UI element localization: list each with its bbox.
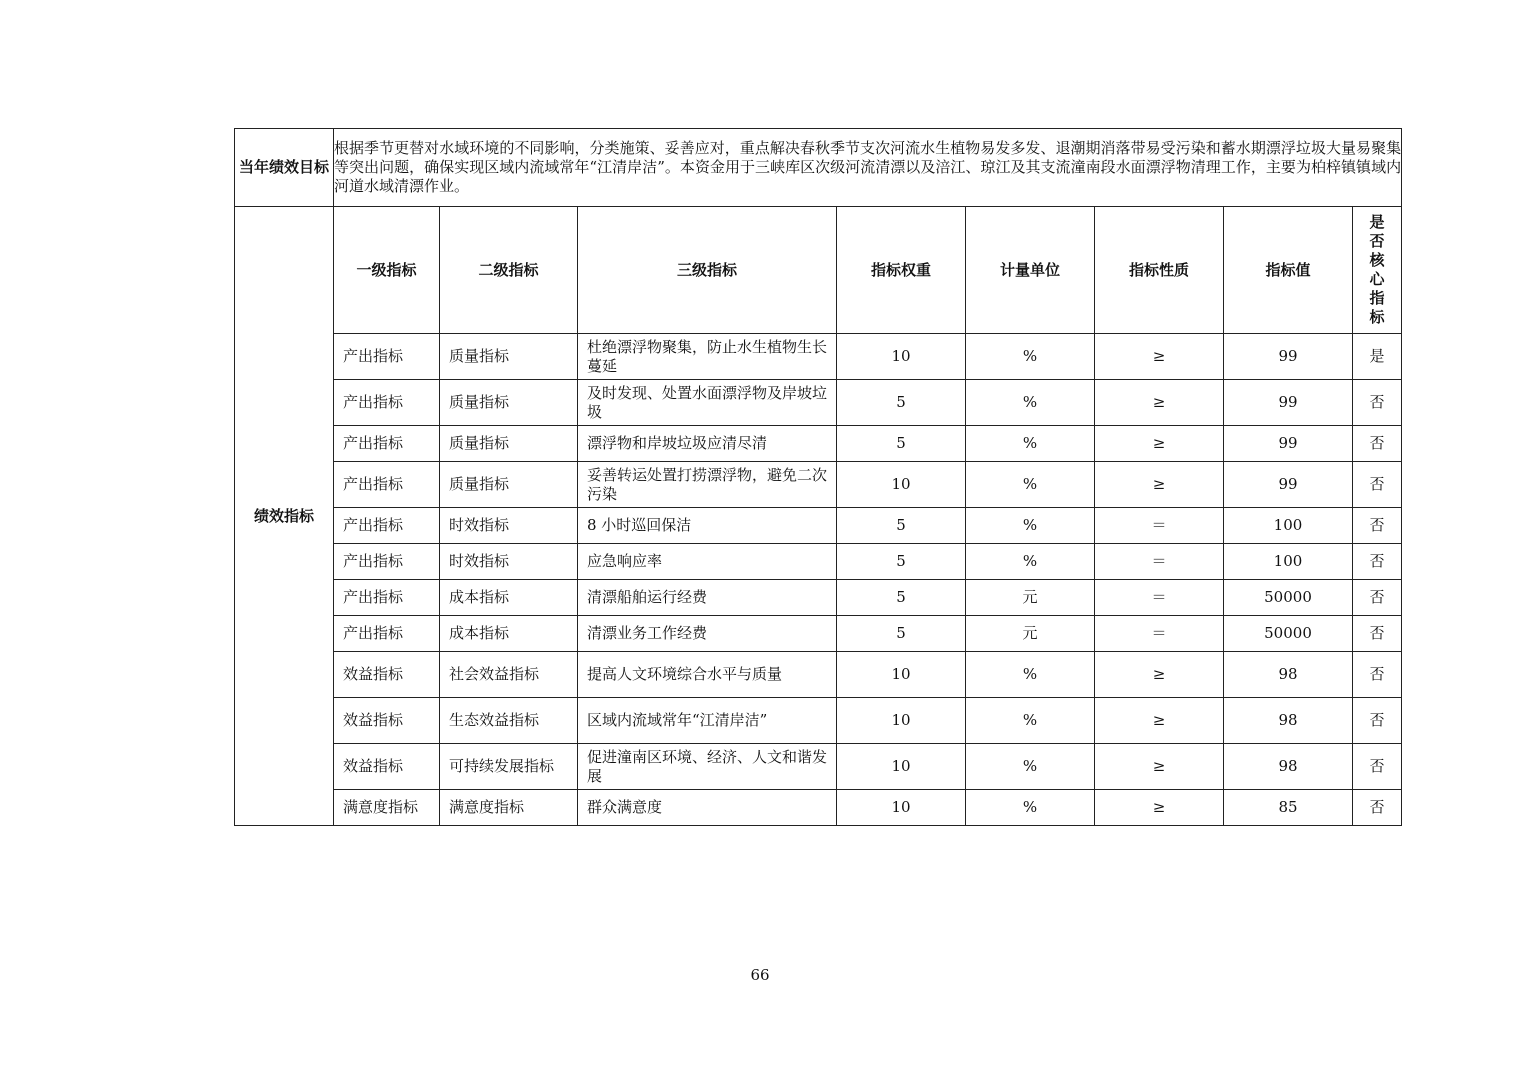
cell-unit: % xyxy=(966,508,1095,544)
header-core-char: 核 xyxy=(1369,251,1385,269)
cell-nature: ≥ xyxy=(1095,744,1224,790)
header-core-char: 指 xyxy=(1369,289,1385,307)
cell-core: 否 xyxy=(1353,462,1402,508)
header-core-char: 否 xyxy=(1369,232,1385,250)
cell-level2: 质量指标 xyxy=(440,334,578,380)
cell-core: 否 xyxy=(1353,580,1402,616)
indicators-label-text: 绩效指标 xyxy=(253,506,314,525)
cell-nature: ≥ xyxy=(1095,380,1224,426)
cell-value: 98 xyxy=(1224,744,1353,790)
header-core-char: 标 xyxy=(1369,308,1385,326)
table-row xyxy=(235,790,1402,826)
cell-level2: 质量指标 xyxy=(440,462,578,508)
cell-unit: % xyxy=(966,380,1095,426)
header-core xyxy=(1353,207,1402,334)
cell-unit: 元 xyxy=(966,616,1095,652)
cell-level1: 产出指标 xyxy=(334,334,440,380)
performance-sheet xyxy=(234,128,1402,826)
goal-text-cell xyxy=(334,129,1402,207)
cell-value: 85 xyxy=(1224,790,1353,826)
header-unit: 计量单位 xyxy=(966,207,1095,334)
cell-weight: 5 xyxy=(837,426,966,462)
cell-value: 99 xyxy=(1224,334,1353,380)
cell-nature: ＝ xyxy=(1095,616,1224,652)
cell-level2: 成本指标 xyxy=(440,580,578,616)
header-level3: 三级指标 xyxy=(578,207,837,334)
cell-value: 50000 xyxy=(1224,616,1353,652)
header-core-char: 心 xyxy=(1369,270,1385,288)
table-row xyxy=(235,580,1402,616)
cell-weight: 10 xyxy=(837,462,966,508)
cell-core: 否 xyxy=(1353,790,1402,826)
cell-weight: 10 xyxy=(837,334,966,380)
cell-level1: 产出指标 xyxy=(334,616,440,652)
cell-nature: ≥ xyxy=(1095,790,1224,826)
goal-row xyxy=(235,129,1402,207)
cell-weight: 10 xyxy=(837,790,966,826)
cell-level3: 群众满意度 xyxy=(578,790,837,826)
goal-label xyxy=(235,129,334,207)
cell-core: 否 xyxy=(1353,544,1402,580)
cell-core: 否 xyxy=(1353,698,1402,744)
cell-weight: 5 xyxy=(837,580,966,616)
cell-level3: 妥善转运处置打捞漂浮物，避免二次污染 xyxy=(578,462,837,508)
cell-nature: ≥ xyxy=(1095,426,1224,462)
cell-value: 98 xyxy=(1224,698,1353,744)
table-row xyxy=(235,380,1402,426)
cell-level2: 质量指标 xyxy=(440,426,578,462)
cell-core: 是 xyxy=(1353,334,1402,380)
header-level1: 一级指标 xyxy=(334,207,440,334)
cell-level2: 成本指标 xyxy=(440,616,578,652)
cell-level2: 生态效益指标 xyxy=(440,698,578,744)
cell-level1: 产出指标 xyxy=(334,426,440,462)
cell-unit: % xyxy=(966,334,1095,380)
cell-nature: ≥ xyxy=(1095,652,1224,698)
cell-level1: 满意度指标 xyxy=(334,790,440,826)
cell-weight: 5 xyxy=(837,380,966,426)
cell-level3: 清漂业务工作经费 xyxy=(578,616,837,652)
cell-level1: 产出指标 xyxy=(334,380,440,426)
cell-core: 否 xyxy=(1353,508,1402,544)
table-row xyxy=(235,508,1402,544)
cell-level3: 及时发现、处置水面漂浮物及岸坡垃圾 xyxy=(578,380,837,426)
indicators-label xyxy=(235,207,334,826)
cell-level2: 时效指标 xyxy=(440,508,578,544)
performance-table xyxy=(234,128,1402,826)
cell-level1: 产出指标 xyxy=(334,544,440,580)
cell-level3: 促进潼南区环境、经济、人文和谐发展 xyxy=(578,744,837,790)
cell-level3: 8 小时巡回保洁 xyxy=(578,508,837,544)
cell-value: 99 xyxy=(1224,380,1353,426)
cell-core: 否 xyxy=(1353,380,1402,426)
cell-value: 50000 xyxy=(1224,580,1353,616)
cell-level3: 应急响应率 xyxy=(578,544,837,580)
cell-unit: % xyxy=(966,652,1095,698)
header-core-char: 是 xyxy=(1369,213,1385,231)
cell-unit: % xyxy=(966,790,1095,826)
cell-unit: 元 xyxy=(966,580,1095,616)
cell-nature: ＝ xyxy=(1095,580,1224,616)
cell-weight: 5 xyxy=(837,508,966,544)
cell-value: 99 xyxy=(1224,462,1353,508)
cell-nature: ＝ xyxy=(1095,544,1224,580)
table-row xyxy=(235,544,1402,580)
table-row xyxy=(235,426,1402,462)
header-row xyxy=(235,207,1402,334)
cell-core: 否 xyxy=(1353,616,1402,652)
cell-nature: ≥ xyxy=(1095,334,1224,380)
table-row xyxy=(235,616,1402,652)
cell-level1: 产出指标 xyxy=(334,580,440,616)
cell-value: 100 xyxy=(1224,544,1353,580)
cell-level1: 产出指标 xyxy=(334,508,440,544)
cell-level1: 效益指标 xyxy=(334,744,440,790)
cell-weight: 5 xyxy=(837,616,966,652)
cell-level3: 漂浮物和岸坡垃圾应清尽清 xyxy=(578,426,837,462)
page-number: 66 xyxy=(750,966,770,984)
cell-weight: 10 xyxy=(837,744,966,790)
cell-level1: 产出指标 xyxy=(334,462,440,508)
cell-core: 否 xyxy=(1353,652,1402,698)
cell-level2: 质量指标 xyxy=(440,380,578,426)
cell-nature: ≥ xyxy=(1095,462,1224,508)
cell-unit: % xyxy=(966,426,1095,462)
cell-core: 否 xyxy=(1353,744,1402,790)
table-row xyxy=(235,652,1402,698)
cell-weight: 10 xyxy=(837,698,966,744)
cell-value: 99 xyxy=(1224,426,1353,462)
cell-unit: % xyxy=(966,698,1095,744)
cell-core: 否 xyxy=(1353,426,1402,462)
cell-nature: ＝ xyxy=(1095,508,1224,544)
cell-value: 98 xyxy=(1224,652,1353,698)
header-level2: 二级指标 xyxy=(440,207,578,334)
table-row xyxy=(235,334,1402,380)
cell-level3: 杜绝漂浮物聚集，防止水生植物生长蔓延 xyxy=(578,334,837,380)
table-row xyxy=(235,744,1402,790)
cell-level1: 效益指标 xyxy=(334,652,440,698)
header-value: 指标值 xyxy=(1224,207,1353,334)
header-nature: 指标性质 xyxy=(1095,207,1224,334)
cell-level2: 社会效益指标 xyxy=(440,652,578,698)
cell-value: 100 xyxy=(1224,508,1353,544)
goal-description: 根据季节更替对水域环境的不同影响，分类施策、妥善应对，重点解决春秋季节支次河流水生植物易发多发、退潮期消落带易受污染和蓄水期漂浮垃圾大量易聚集等突出问题，确保实现区域内流域常年“江清岸洁”。本资金用于三峡库区次级河流清漂以及涪江、琼江及其支流潼南段水面漂浮物清理工作，主要为柏梓镇镇域内河道水域清漂作业。 xyxy=(334,139,1402,195)
cell-level2: 可持续发展指标 xyxy=(440,744,578,790)
cell-unit: % xyxy=(966,544,1095,580)
cell-level3: 区域内流域常年“江清岸洁” xyxy=(578,698,837,744)
cell-level1: 效益指标 xyxy=(334,698,440,744)
goal-label-text: 当年绩效目标 xyxy=(238,158,329,176)
cell-weight: 10 xyxy=(837,652,966,698)
cell-unit: % xyxy=(966,744,1095,790)
cell-nature: ≥ xyxy=(1095,698,1224,744)
cell-unit: % xyxy=(966,462,1095,508)
cell-weight: 5 xyxy=(837,544,966,580)
header-weight: 指标权重 xyxy=(837,207,966,334)
table-row xyxy=(235,698,1402,744)
cell-level3: 提高人文环境综合水平与质量 xyxy=(578,652,837,698)
cell-level2: 时效指标 xyxy=(440,544,578,580)
cell-level2: 满意度指标 xyxy=(440,790,578,826)
cell-level3: 清漂船舶运行经费 xyxy=(578,580,837,616)
table-row xyxy=(235,462,1402,508)
